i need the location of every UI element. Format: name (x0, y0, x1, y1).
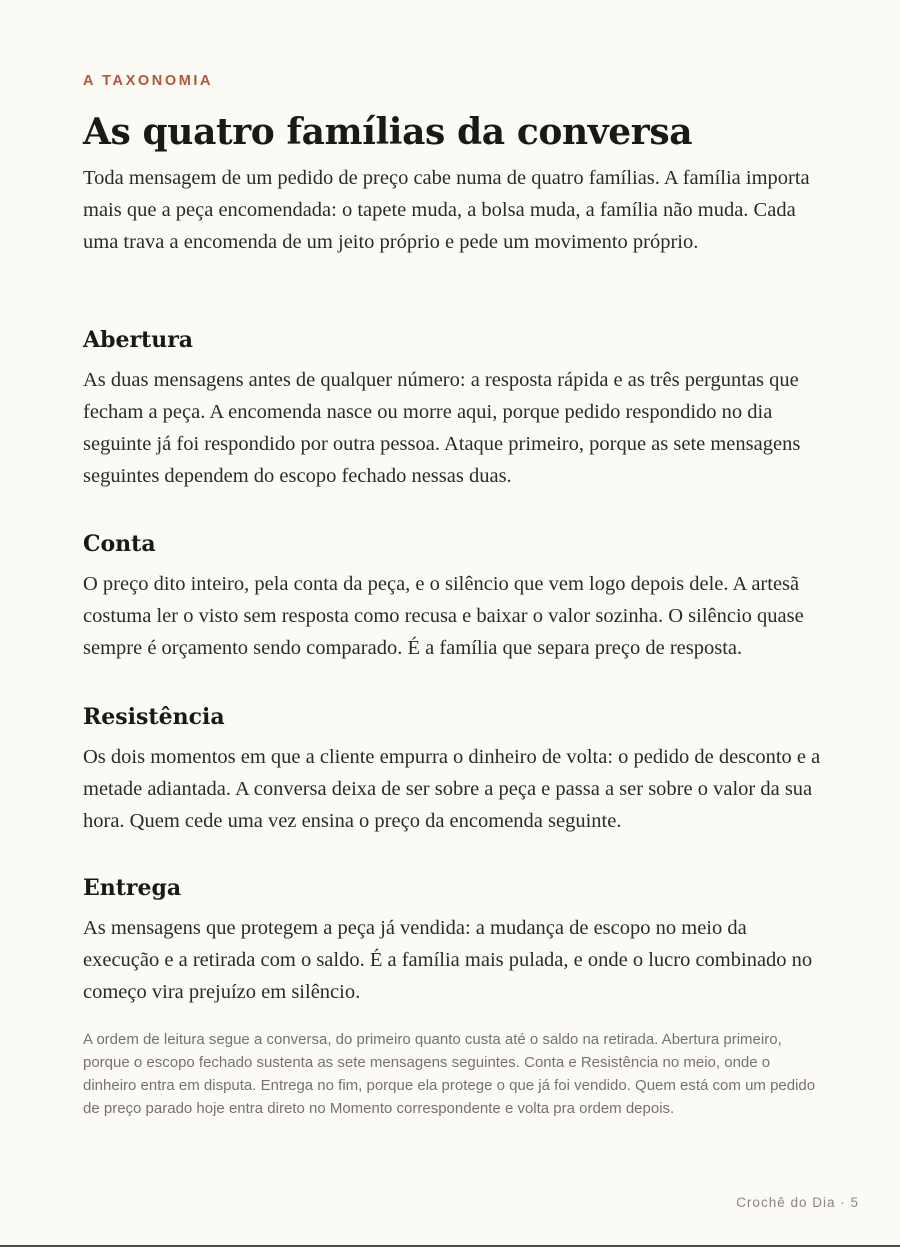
page-title: As quatro famílias da conversa (83, 111, 693, 153)
family-section-entrega (83, 873, 823, 1008)
family-description: As duas mensagens antes de qualquer número: a resposta rápida e as três perguntas que fecham a peça. A encomenda nasce ou morre aqui, porque pedido respondido no dia seguinte já foi respondido por outra pessoa. Ataque primeiro, porque as sete mensagens seguintes dependem do escopo fechado nessas duas. (83, 369, 801, 487)
family-section-conta (83, 529, 823, 664)
family-description: Os dois momentos em que a cliente empurra o dinheiro de volta: o pedido de desconto e a metade adiantada. A conversa deixa de ser sobre a peça e passa a ser sobre o valor da sua hora. Quem cede uma vez ensina o preço da encomenda seguinte. (83, 746, 821, 832)
family-section-resistencia (83, 702, 823, 837)
family-description: O preço dito inteiro, pela conta da peça, e o silêncio que vem logo depois dele. A artesã costuma ler o visto sem resposta como recusa e baixar o valor sozinha. O silêncio quase sempre é orçamento sendo comparado. É a família que separa preço de resposta. (83, 573, 804, 659)
reading-order-note: A ordem de leitura segue a conversa, do primeiro quanto custa até o saldo na retirada. Abertura primeiro, porque o escopo fechado sustenta as sete mensagens seguintes. Conta e Resistência no meio, onde o dinheiro entra em disputa. Entrega no fim, porque ela protege o que já foi vendido. Quem está com um pedido de preço parado hoje entra direto no Momento correspondente e volta pra ordem depois. (83, 1031, 816, 1117)
family-heading: Abertura (83, 327, 194, 353)
family-heading: Entrega (83, 875, 182, 901)
family-heading: Conta (83, 531, 156, 557)
page-footer: Crochê do Dia · 5 (736, 1195, 859, 1210)
family-description: As mensagens que protegem a peça já vendida: a mudança de escopo no meio da execução e a retirada com o saldo. É a família mais pulada, e onde o lucro combinado no começo vira prejuízo em silêncio. (83, 917, 813, 1003)
family-section-abertura (83, 325, 823, 492)
section-eyebrow: A TAXONOMIA (83, 73, 214, 89)
family-heading: Resistência (83, 704, 225, 730)
intro-paragraph: Toda mensagem de um pedido de preço cabe numa de quatro famílias. A família importa mais que a peça encomendada: o tapete muda, a bolsa muda, a família não muda. Cada uma trava a encomenda de um jeito próprio e pede um movimento próprio. (83, 167, 810, 253)
